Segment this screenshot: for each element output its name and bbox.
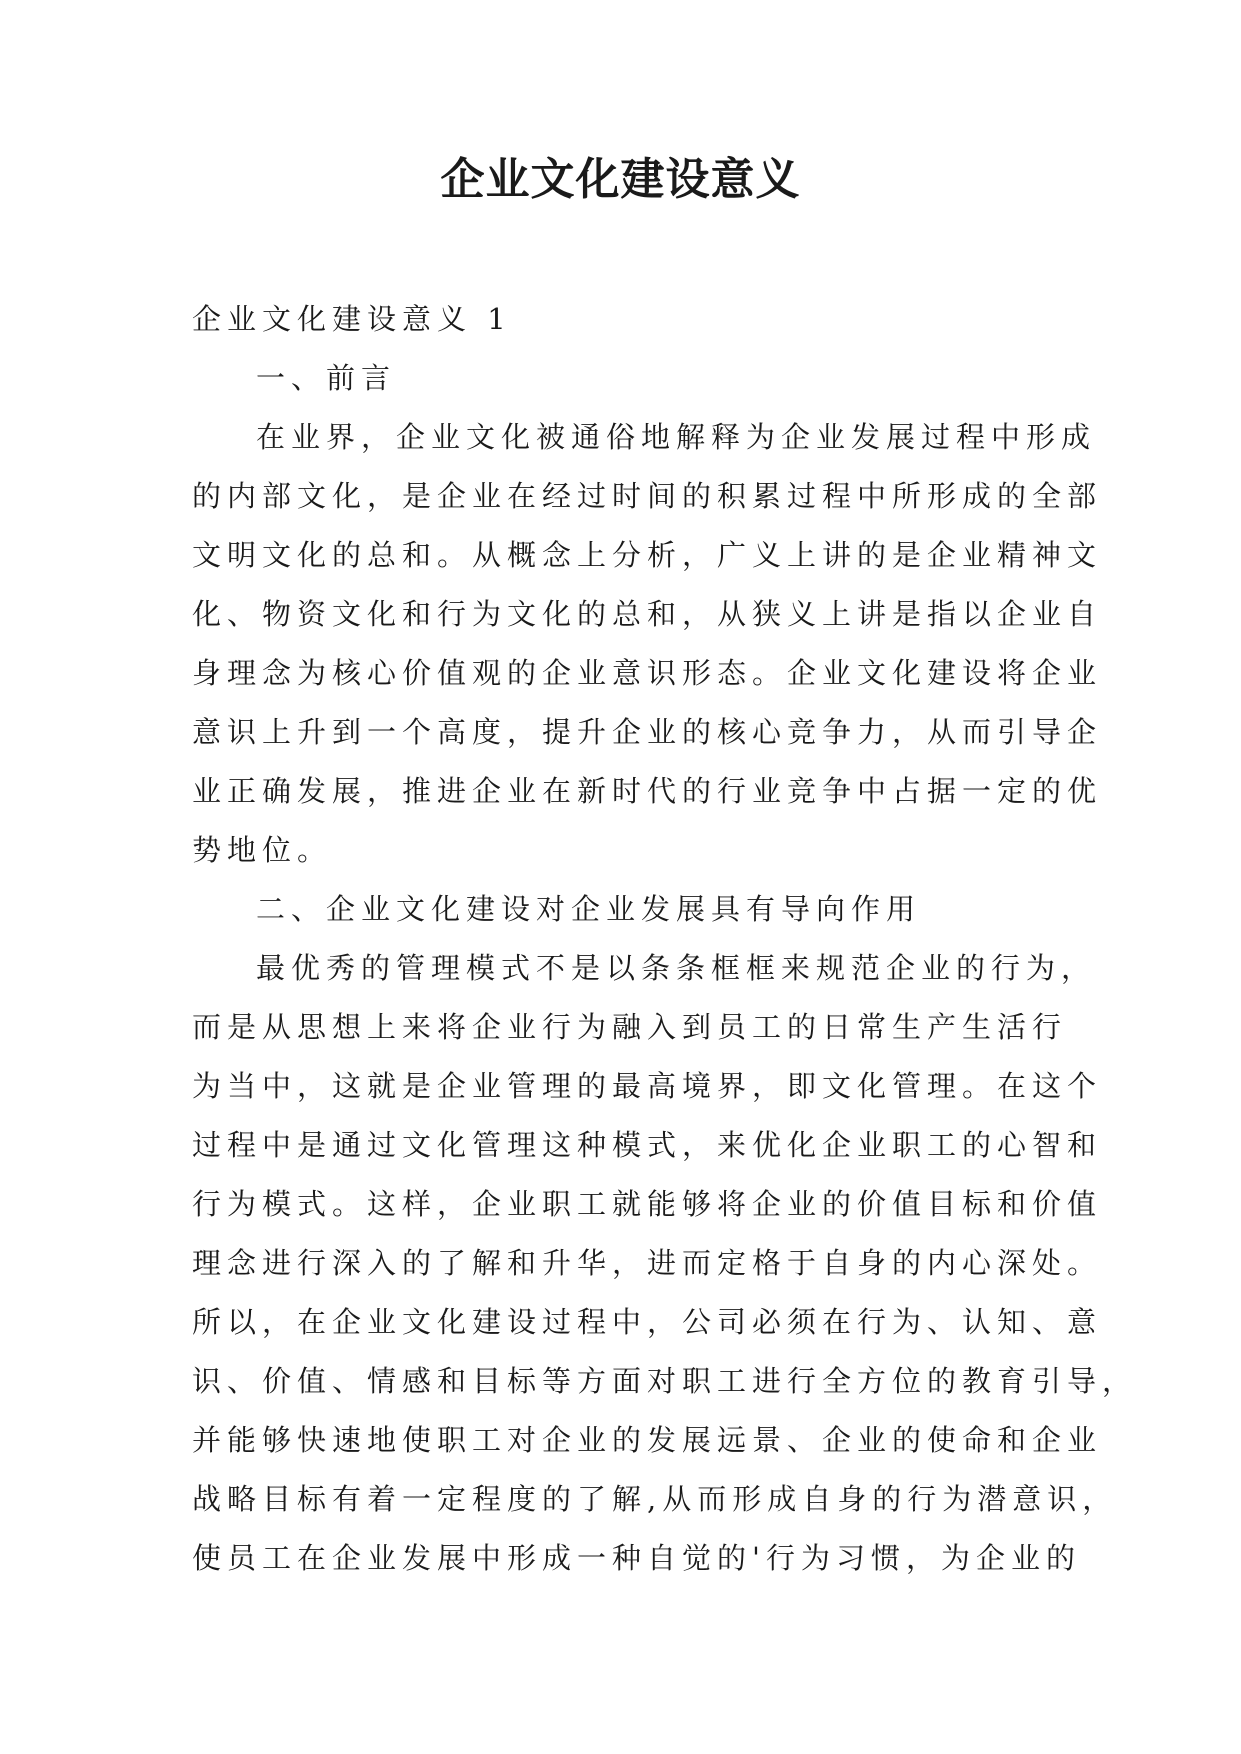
- paragraph-line: 文明文化的总和。从概念上分析，广义上讲的是企业精神文: [192, 538, 1103, 572]
- paragraph-line: 势地位。: [192, 833, 333, 867]
- paragraph-line: 身理念为核心价值观的企业意识形态。企业文化建设将企业: [192, 656, 1103, 690]
- paragraph-line: 意识上升到一个高度，提升企业的核心竞争力，从而引导企: [192, 715, 1103, 749]
- paragraph-line: 的内部文化，是企业在经过时间的积累过程中所形成的全部: [192, 479, 1103, 513]
- document-body: [192, 290, 1138, 1588]
- paragraph-line: 而是从思想上来将企业行为融入到员工的日常生产生活行: [192, 1010, 1068, 1044]
- subheading-preface: 一、前言: [256, 361, 397, 395]
- paragraph-line: 并能够快速地使职工对企业的发展远景、企业的使命和企业: [192, 1423, 1103, 1457]
- paragraph-line: 化、物资文化和行为文化的总和，从狭义上讲是指以企业自: [192, 597, 1103, 631]
- paragraph-line: 业正确发展，推进企业在新时代的行业竞争中占据一定的优: [192, 774, 1103, 808]
- paragraph-line: 行为模式。这样，企业职工就能够将企业的价值目标和价值: [192, 1187, 1103, 1221]
- paragraph-line: 识、价值、情感和目标等方面对职工进行全方位的教育引导，: [192, 1364, 1138, 1398]
- document-title: 企业文化建设意义: [440, 154, 801, 205]
- paragraph-line: 最优秀的管理模式不是以条条框框来规范企业的行为，: [256, 951, 1097, 985]
- section-heading: 企业文化建设意义 1: [192, 302, 512, 336]
- paragraph-line: 所以，在企业文化建设过程中，公司必须在行为、认知、意: [192, 1305, 1103, 1339]
- paragraph-line: 在业界，企业文化被通俗地解释为企业发展过程中形成: [256, 420, 1097, 454]
- subheading-section-two: 二、企业文化建设对企业发展具有导向作用: [256, 892, 922, 926]
- paragraph-line: 为当中，这就是企业管理的最高境界，即文化管理。在这个: [192, 1069, 1103, 1103]
- paragraph-line: 使员工在企业发展中形成一种自觉的'行为习惯，为企业的: [192, 1541, 1081, 1575]
- paragraph-line: 战略目标有着一定程度的了解,从而形成自身的行为潜意识，: [192, 1482, 1118, 1516]
- paragraph-line: 过程中是通过文化管理这种模式，来优化企业职工的心智和: [192, 1128, 1103, 1162]
- paragraph-line: 理念进行深入的了解和升华，进而定格于自身的内心深处。: [192, 1246, 1103, 1280]
